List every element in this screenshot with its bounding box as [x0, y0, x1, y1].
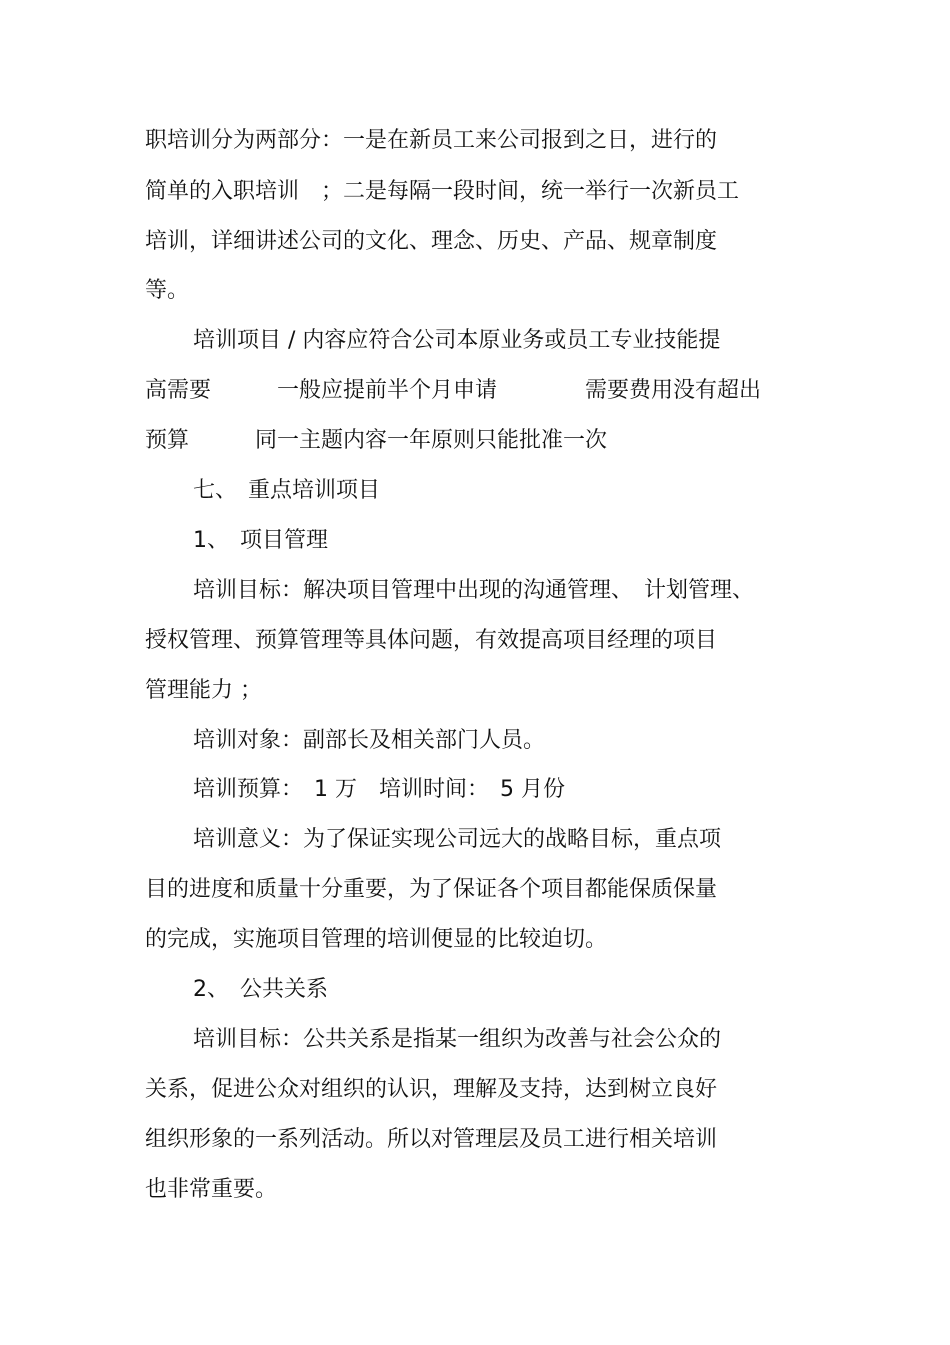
text-line: 目的进度和质量十分重要，为了保证各个项目都能保质保量: [145, 877, 718, 902]
section-heading: 七、 重点培训项目: [193, 478, 381, 503]
text-line: 关系，促进公众对组织的认识，理解及支持，达到树立良好: [145, 1077, 718, 1102]
text-line: 培训项目 / 内容应符合公司本原业务或员工专业技能提: [193, 328, 721, 353]
text-line: 培训，详细讲述公司的文化、理念、历史、产品、规章制度: [145, 229, 718, 254]
text-line: 培训对象：副部长及相关部门人员。: [193, 728, 546, 753]
text-line: 职培训分为两部分：一是在新员工来公司报到之日，进行的: [145, 128, 718, 153]
text-line: 预算 同一主题内容一年原则只能批准一次: [145, 428, 608, 453]
text-line: 等。: [145, 278, 190, 303]
text-line: 培训目标：公共关系是指某一组织为改善与社会公众的: [193, 1027, 722, 1052]
text-line: 管理能力 ；: [145, 678, 262, 703]
text-line: 也非常重要。: [145, 1177, 278, 1202]
text-line: 培训目标：解决项目管理中出现的沟通管理、 计划管理、: [193, 578, 755, 603]
text-line: 高需要 一般应提前半个月申请 需要费用没有超出: [145, 378, 762, 403]
text-line: 组织形象的一系列活动。所以对管理层及员工进行相关培训: [145, 1127, 718, 1152]
text-line: 培训意义：为了保证实现公司远大的战略目标，重点项: [193, 827, 722, 852]
subsection-heading: 2、 公共关系: [193, 977, 328, 1002]
text-line: 授权管理、预算管理等具体问题，有效提高项目经理的项目: [145, 628, 718, 653]
text-line: 培训预算： 1 万 培训时间： 5 月份: [193, 777, 565, 802]
text-line: 的完成，实施项目管理的培训便显的比较迫切。: [145, 927, 608, 952]
subsection-heading: 1、 项目管理: [193, 528, 328, 553]
text-line: 简单的入职培训 ；二是每隔一段时间，统一举行一次新员工: [145, 179, 740, 204]
